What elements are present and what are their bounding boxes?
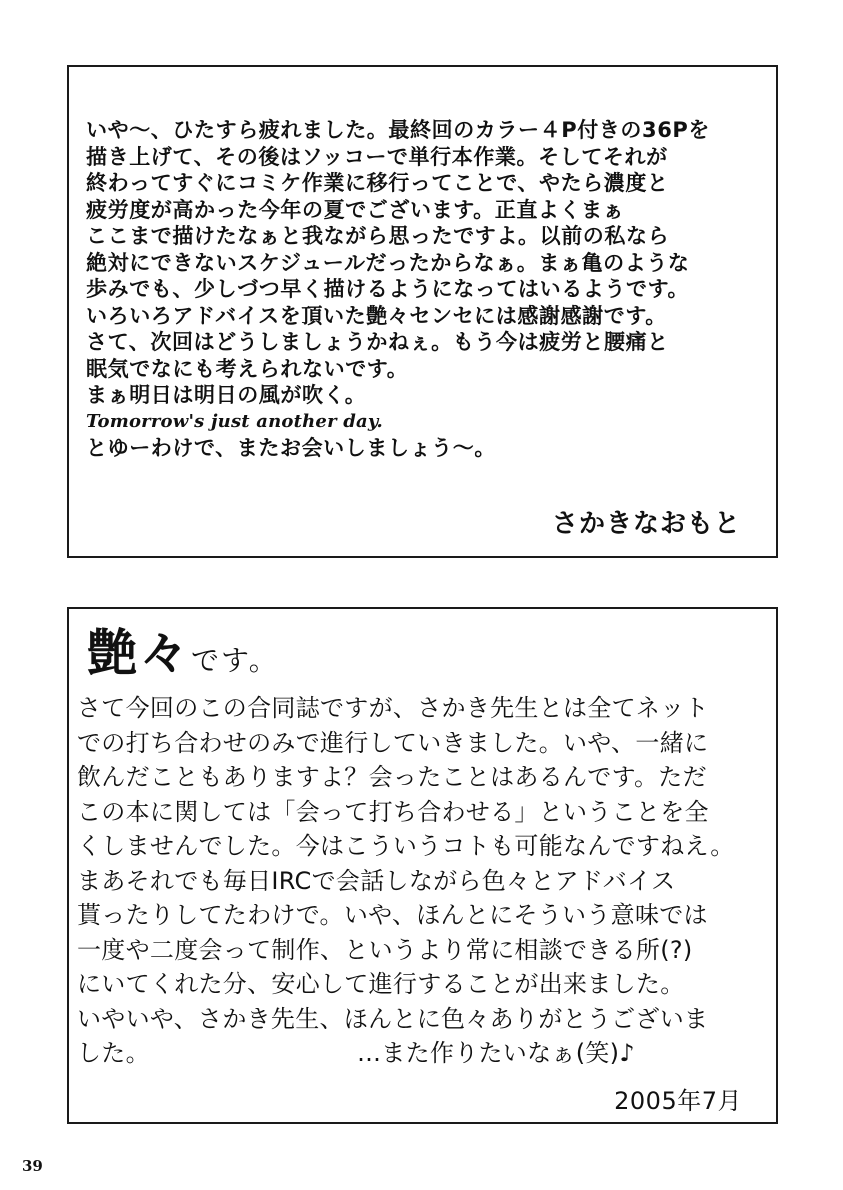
text-line: 終わってすぐにコミケ作業に移行ってことで、やたら濃度と xyxy=(86,171,669,195)
text-line: 飲んだこともありますよ？会ったことはあるんです。ただ xyxy=(77,763,707,791)
text-line: まあそれでも毎日IRCで会話しながら色々とアドバイス xyxy=(77,866,676,895)
text-line: 貰ったりしてたわけで。いや、ほんとにそういう意味では xyxy=(77,901,708,929)
text-line: さて、次回はどうしましょうかねぇ。もう今は疲労と腰痛と xyxy=(86,330,669,354)
text-line: いやいや、さかき先生、ほんとに色々ありがとうございま xyxy=(77,1004,709,1033)
text-line: 絶対にできないスケジュールだったからなぁ。まぁ亀のような xyxy=(86,250,690,275)
text-line: ここまで描けたなぁと我ながら思ったですよ。以前の私なら xyxy=(86,224,670,248)
afterword-box-sakaki xyxy=(67,65,778,558)
text-line: 一度や二度会って制作、というより常に相談できる所(?) xyxy=(77,935,693,964)
text-line: 疲労度が高かった今年の夏でございます。正直よくまぁ xyxy=(86,197,625,222)
text-line: 描き上げて、その後はソッコーで単行本作業。そしてそれが xyxy=(86,144,668,169)
heading-author-name: 艶々 xyxy=(87,624,191,682)
afterword-text-tsuyatsuya xyxy=(77,691,767,1071)
text-line: まぁ明日は明日の風が吹く。 xyxy=(86,383,367,407)
date-line: 2005年7月 xyxy=(614,1087,742,1115)
text-line: 眠気でなにも考えられないです。 xyxy=(86,356,409,381)
text-line: この本に関しては「会って打ち合わせる」ということを全 xyxy=(77,797,709,826)
text-line: にいてくれた分、安心して進行することが出来ました。 xyxy=(77,970,685,998)
final-line-left: した。 xyxy=(77,1039,150,1067)
text-line: さて今回のこの合同誌ですが、さかき先生とは全てネット xyxy=(77,694,709,722)
text-line: いや～、ひたすら疲れました。最終回のカラー４P付きの36Pを xyxy=(86,118,711,142)
final-line-right: …また作りたいなぁ(笑)♪ xyxy=(357,1039,635,1067)
text-line: での打ち合わせのみで進行していきました。いや、一緒に xyxy=(77,728,709,757)
afterword-text-sakaki xyxy=(86,117,766,462)
page-number: 39 xyxy=(22,1157,43,1175)
text-line: とゆーわけで、またお会いしましょう～。 xyxy=(86,436,496,460)
author-signature: さかきなおもと xyxy=(551,509,741,539)
text-line: くしませんでした。今はこういうコトも可能なんですねえ。 xyxy=(77,832,735,860)
text-line-final xyxy=(77,1036,767,1071)
text-line: いろいろアドバイスを頂いた艶々センセには感謝感謝です。 xyxy=(86,303,667,328)
afterword-heading xyxy=(87,613,279,685)
english-text-line: Tomorrow's just another day. xyxy=(86,410,383,432)
text-line: 歩みでも、少しづつ早く描けるようになってはいるようです。 xyxy=(86,277,690,301)
heading-suffix: です。 xyxy=(191,644,279,677)
afterword-box-tsuyatsuya xyxy=(67,607,778,1124)
